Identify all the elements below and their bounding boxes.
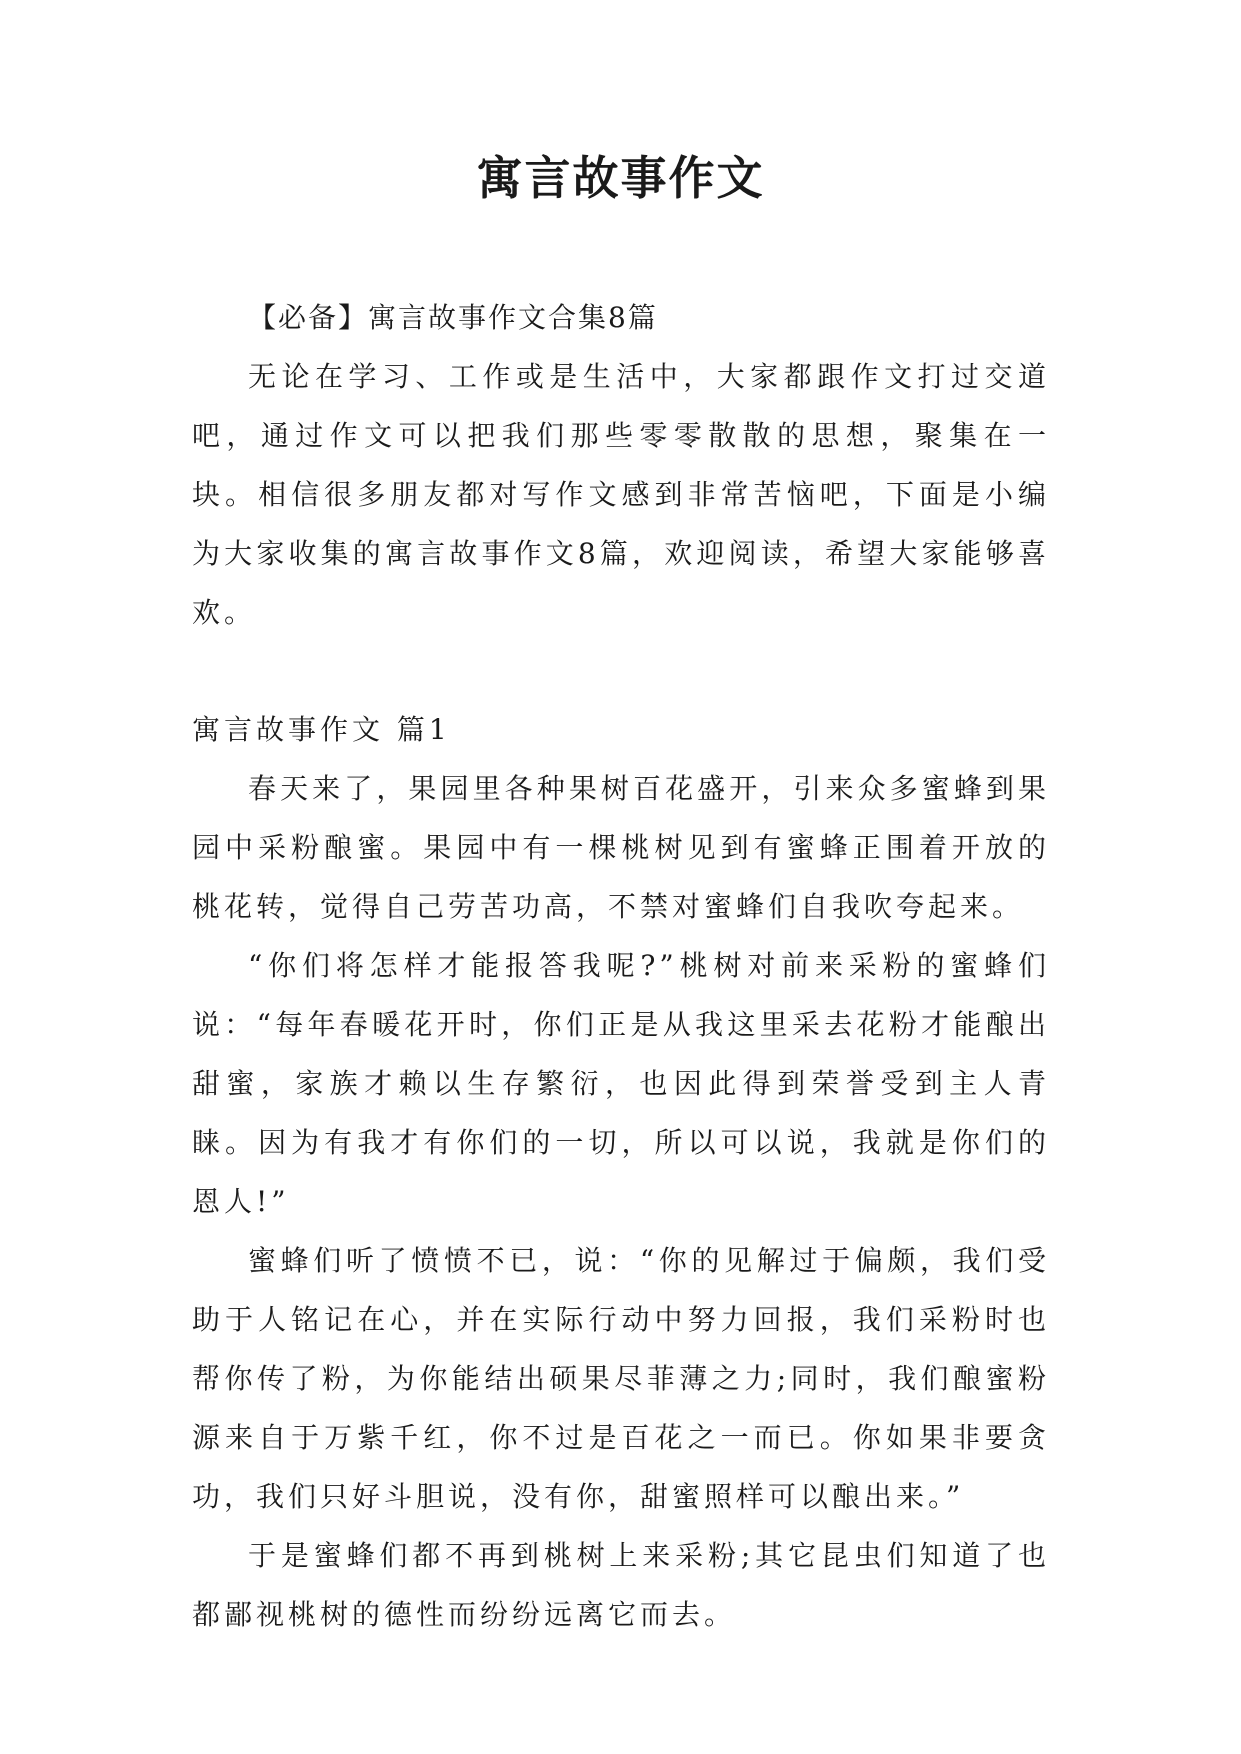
intro-paragraph: 无论在学习、工作或是生活中，大家都跟作文打过交道吧，通过作文可以把我们那些零零散散的思想，聚集在一块。相信很多朋友都对写作文感到非常苦恼吧，下面是小编为大家收集的寓言故事作文8篇，欢迎阅读，希望大家能够喜欢。 (192, 360, 1050, 629)
story-paragraph-4: 于是蜜蜂们都不再到桃树上来采粉;其它昆虫们知道了也都鄙视桃树的德性而纷纷远离它而去。 (192, 1539, 1050, 1631)
story-paragraph-3: 蜜蜂们听了愤愤不已，说：“你的见解过于偏颇，我们受助于人铭记在心，并在实际行动中努力回报，我们采粉时也帮你传了粉，为你能结出硕果尽菲薄之力;同时，我们酿蜜粉源来自于万紫千红，你不过是百花之一而已。你如果非要贪功，我们只好斗胆说，没有你，甜蜜照样可以酿出来。” (192, 1244, 1050, 1513)
document-title: 寓言故事作文 (476, 151, 765, 205)
lead-line: 【必备】寓言故事作文合集8篇 (248, 301, 658, 334)
section-spacer (192, 642, 1050, 700)
story-paragraph-1: 春天来了，果园里各种果树百花盛开，引来众多蜜蜂到果园中采粉酿蜜。果园中有一棵桃树见到有蜜蜂正围着开放的桃花转，觉得自己劳苦功高，不禁对蜜蜂们自我吹夸起来。 (192, 772, 1050, 923)
section-heading: 寓言故事作文 篇1 (192, 713, 451, 746)
story-paragraph-2: “你们将怎样才能报答我呢?”桃树对前来采粉的蜜蜂们说：“每年春暖花开时，你们正是从我这里采去花粉才能酿出甜蜜，家族才赖以生存繁衍，也因此得到荣誉受到主人青睐。因为有我才有你们的一切，所以可以说，我就是你们的恩人!” (192, 949, 1050, 1218)
document-body (192, 288, 1050, 1644)
